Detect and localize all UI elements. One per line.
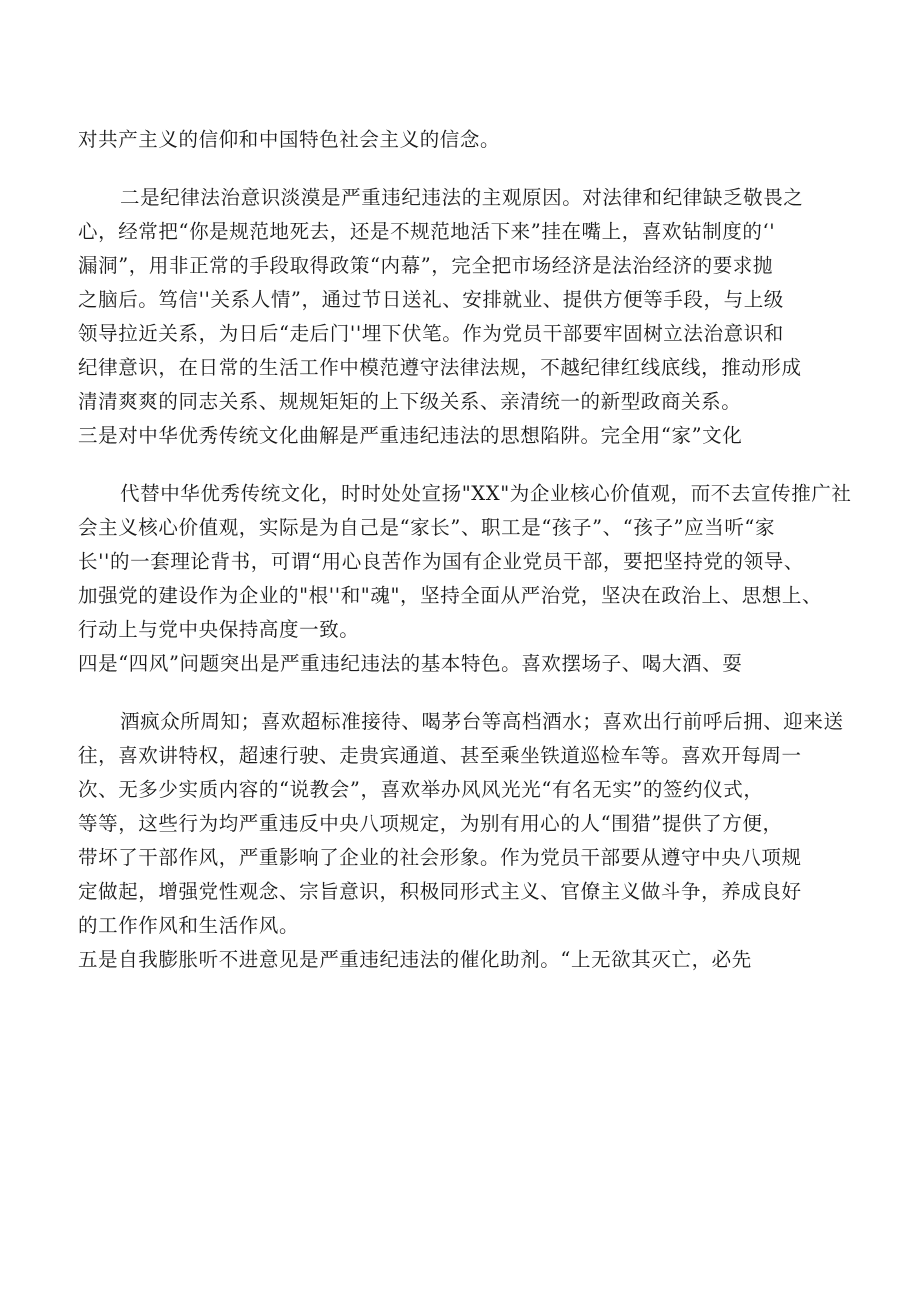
text-line: 长''的一套理论背书，可谓“用心良苦作为国有企业党员干部，要把坚持党的领导、 — [78, 550, 804, 573]
text-line: 五是自我膨胀听不进意见是严重违纪违法的催化助剂。“上无欲其灭亡，必先 — [78, 948, 752, 971]
text-line: 带坏了干部作风，严重影响了企业的社会形象。作为党员干部要从遵守中央八项规 — [78, 846, 802, 869]
text-line: 心，经常把“你是规范地死去，还是不规范地活下来”挂在嘴上，喜欢钻制度的‘' — [78, 220, 776, 243]
text-line: 纪律意识，在日常的生活工作中模范遵守法律法规，不越纪律红线底线，推动形成 — [78, 356, 802, 379]
text-line: 往，喜欢讲特权，超速行驶、走贵宾通道、甚至乘坐铁道巡检车等。喜欢开每周一 — [78, 744, 802, 767]
paragraph-start-line: 酒疯众所周知；喜欢超标准接待、喝茅台等高档酒水；喜欢出行前呼后拥、迎来送 — [120, 710, 844, 733]
text-line: 等等，这些行为均严重违反中央八项规定，为别有用心的人“围猎”提供了方便， — [78, 812, 783, 835]
text-line: 次、无多少实质内容的“说教会”，喜欢举办风风光光“有名无实”的签约仪式， — [78, 778, 764, 801]
text-line: 清清爽爽的同志关系、规规矩矩的上下级关系、亲清统一的新型政商关系。 — [78, 390, 742, 413]
text-line: 之脑后。笃信''关系人情”，通过节日送礼、安排就业、提供方便等手段，与上级 — [78, 288, 784, 311]
text-line: 行动上与党中央保持高度一致。 — [78, 618, 360, 641]
text-line: 四是“四风”问题突出是严重违纪违法的基本特色。喜欢摆场子、喝大酒、耍 — [78, 652, 743, 675]
text-line: 的工作作风和生活作风。 — [78, 914, 300, 937]
paragraph-start-line: 代替中华优秀传统文化，时时处处宣扬"XX"为企业核心价值观，而不去宣传推广社 — [120, 482, 852, 505]
text-line: 对共产主义的信仰和中国特色社会主义的信念。 — [78, 128, 501, 151]
text-line: 定做起，增强党性观念、宗旨意识，积极同形式主义、官僚主义做斗争，养成良好 — [78, 880, 802, 903]
text-line: 会主义核心价值观，实际是为自己是“家长”、职工是“孩子”、“孩子”应当听“家 — [78, 516, 776, 539]
text-line: 漏洞”，用非正常的手段取得政策“内幕”，完全把市场经济是法治经济的要求抛 — [78, 254, 774, 277]
text-line: 领导拉近关系，为日后“走后门''埋下伏笔。作为党员干部要牢固树立法治意识和 — [78, 322, 784, 345]
text-line: 加强党的建设作为企业的"根''和"魂"，坚持全面从严治党，坚决在政治上、思想上、 — [78, 584, 823, 607]
text-line: 三是对中华优秀传统文化曲解是严重违纪违法的思想陷阱。完全用“家”文化 — [78, 424, 743, 447]
paragraph-start-line: 二是纪律法治意识淡漠是严重违纪违法的主观原因。对法律和纪律缺乏敬畏之 — [120, 186, 804, 209]
